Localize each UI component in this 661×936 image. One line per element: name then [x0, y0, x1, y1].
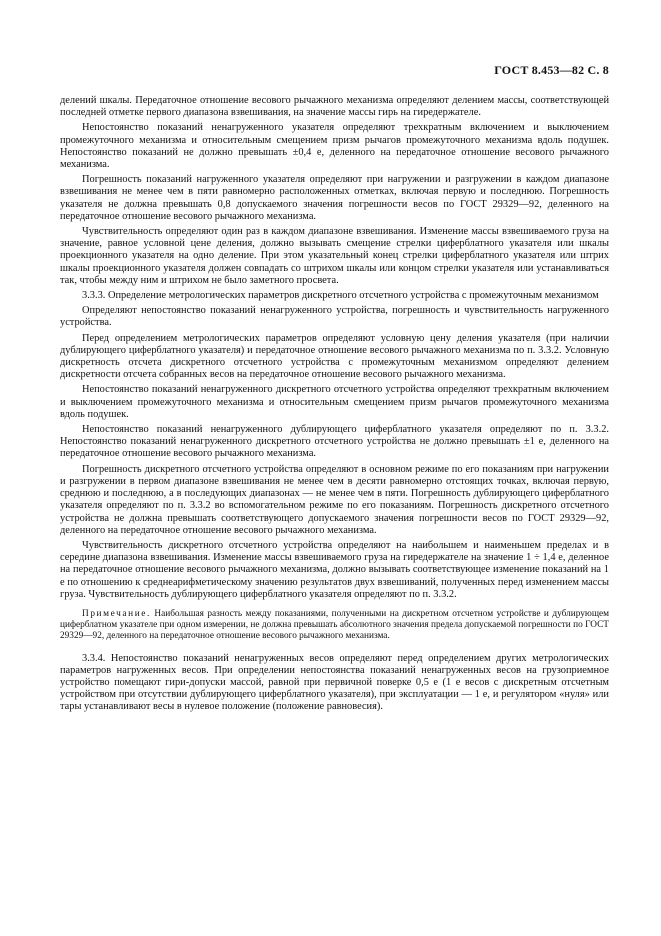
note-text: Наибольшая разность между показаниями, полученными на дискретном отсчетном устройстве и дублирующем циферблатном указателе при одном измерении, не должна превышать абсолютного значения предела допускаемой погрешности по ГОСТ 29329—92, деленного на передаточное отношение весового рычажного механизма. — [60, 608, 609, 642]
section-paragraph-3-3-4: 3.3.4. Непостоянство показаний ненагруженных весов определяют перед определением других метрологических параметров нагруженных весов. При определении непостоянства показаний ненагруженных весов на грузоприемное устройство помещают гири-допуски массой, равной при первичной поверке 0,5 е (1 е весов с дискретным отсчетным устройством при отсутствии дублирующего циферблатного указателя), при эксплуатации — 1 е, и регулятором «нуля» или тары устанавливают весы в нулевое положение (положение равновесия). — [60, 652, 609, 713]
page-header: ГОСТ 8.453—82 С. 8 — [494, 63, 609, 77]
paragraph: Чувствительность определяют один раз в каждом диапазоне взвешивания. Изменение массы взвешиваемого груза на значение, равное условной цене деления, должно вызывать смещение стрелки циферблатного указателя или шкалы проекционного указателя на одно деление. При этом указательный конец стрелки циферблатного указателя или штрих шкалы проекционного указателя должен совпадать со штрихом шкалы или концом стрелки указателя или устанавливаться так, чтобы между ним и штрихом не было заметного просвета. — [60, 226, 609, 286]
paragraph: Чувствительность дискретного отсчетного устройства определяют на наибольшем и наименьшем пределах и в середине диапазона взвешивания. Изменение массы взвешиваемого груза на гиредержателе на значение 1 ÷ 1,4 е, деленное на передаточное отношение весового рычажного механизма, должно вызывать соответствующее изменение показаний на 1 е по отношению к среднеарифметическому значению результатов двух взвешиваний, полученных перед изменением массы груза. Чувствительность дублирующего циферблатного указателя определяют по п. 3.3.2. — [60, 539, 609, 600]
section-heading-3-3-3: 3.3.3. Определение метрологических параметров дискретного отсчетного устройства с промежуточным механизмом — [82, 290, 599, 302]
paragraph: Определяют непостоянство показаний ненагруженного устройства, погрешность и чувствительность нагруженного устройства. — [60, 305, 609, 329]
paragraph: Погрешность дискретного отсчетного устройства определяют в основном режиме по его показаниям при нагружении и разгружении в первом диапазоне взвешивания не менее чем в десяти равномерно отстоящих точках, включая первую, среднюю и последнюю, а в последующих диапазонах — не менее чем в пяти. Погрешность дублирующего циферблатного указателя определяют по п. 3.3.2 во вспомогательном режиме по его показаниям. Погрешность дискретного отсчетного устройства не должна превышать соответствующего допускаемого значения погрешности весов по ГОСТ 29329—92, деленного на передаточное отношение весового рычажного механизма. — [60, 463, 609, 536]
note-label: Примечание. — [82, 608, 151, 619]
note — [60, 609, 609, 643]
paragraph: Погрешность показаний нагруженного указателя определяют при нагружении и разгружении в каждом диапазоне взвешивания не менее чем в пяти равномерно расположенных отметках, включая первую и последнюю. Погрешность указателя не должна превышать 0,8 допускаемого значения погрешности весов по ГОСТ 29329—92, деленного на передаточное отношение весового рычажного механизма. — [60, 174, 609, 222]
paragraph: Непостоянство показаний ненагруженного указателя определяют трехкратным включением и выключением промежуточного механизма и относительным смещением призм рычагов промежуточного механизма вдоль подушек. Непостоянство показаний не должно превышать ±0,4 е, деленного на передаточное отношение весового рычажного механизма. — [60, 122, 609, 171]
paragraph: делений шкалы. Передаточное отношение весового рычажного механизма определяют делением массы, соответствующей последней отметке первого диапазона взвешивания, на значение массы гирь на гиредержателе. — [60, 95, 609, 119]
paragraph: Непостоянство показаний ненагруженного дискретного отсчетного устройства определяют трехкратным включением и выключением промежуточного механизма и относительным смещением призм рычагов промежуточного механизма вдоль подушек. — [60, 384, 609, 420]
paragraph: Непостоянство показаний ненагруженного дублирующего циферблатного указателя определяют по п. 3.3.2. Непостоянство показаний ненагруженного дискретного отсчетного устройства не должно превышать ±1 е, деленного на передаточное отношение весового рычажного механизма. — [60, 424, 609, 460]
paragraph: Перед определением метрологических параметров определяют условную цену деления указателя (при наличии дублирующего циферблатного указателя) и передаточное отношение весового рычажного механизма по п. 3.3.2. Условную дискретность отсчета дискретного отсчетного устройства с промежуточным механизмом определяют делением дискретности отсчета собранных весов на передаточное отношение весового рычажного механизма. — [60, 332, 609, 381]
document-body — [60, 95, 609, 717]
